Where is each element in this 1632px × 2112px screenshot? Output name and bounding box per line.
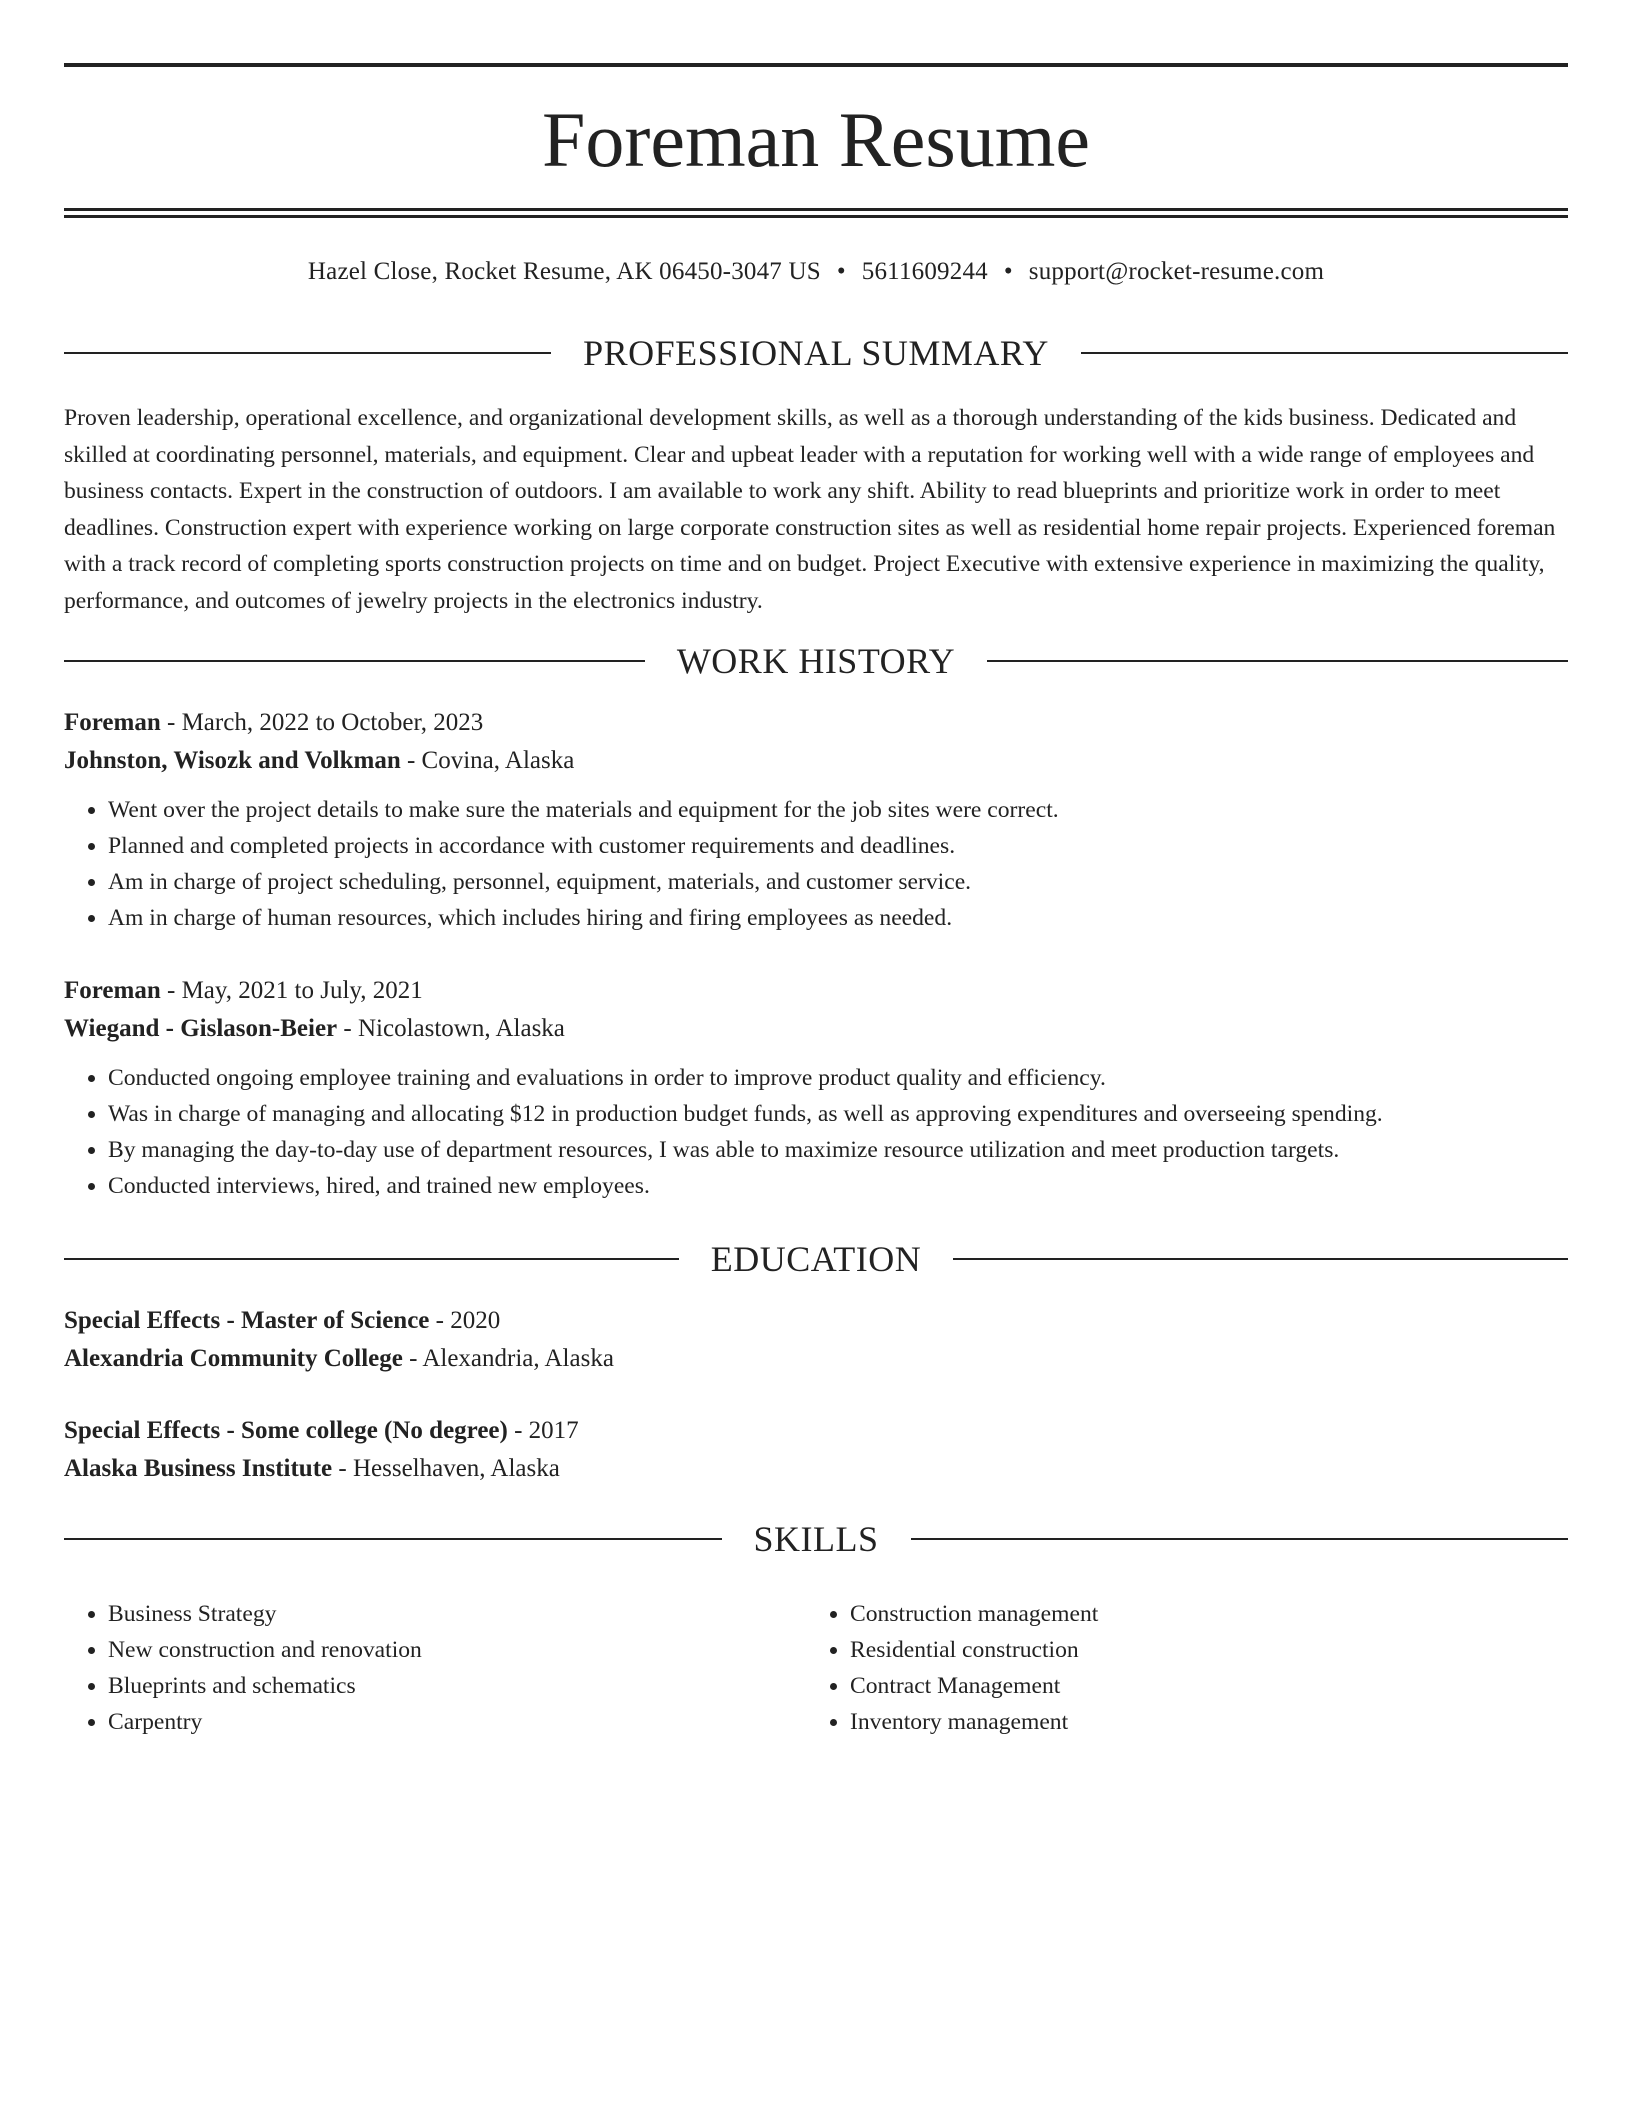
resume-title: Foreman Resume [541,96,1091,183]
section-rule-right [987,660,1568,662]
top-rule [64,63,1568,67]
job-title-line [64,972,1568,1010]
skills-list-left [64,1596,806,1740]
skill-item: • Carpentry [108,1704,806,1740]
contact-phone: 5611609244 [861,258,988,285]
education-school: Alaska Business Institute [64,1455,333,1482]
section-rule-right [953,1258,1568,1260]
education-degree-line [64,1412,1568,1450]
summary-text: Proven leadership, operational excellence, and organizational development skills, as well as a thorough understanding of the kids business. Dedicated and skilled at coordinating personnel, materials, and equipment. Clear and upbeat leader with a reputation for working well with a wide range of employees and business contacts. Expert in the construction of outdoors. I am available to work any shift. Ability to read blueprints and prioritize work in order to meet deadlines. Construction expert with experience working on large corporate construction sites as well as residential home repair projects. Experienced foreman with a track record of completing sports construction projects on time and on budget. Project Executive with extensive experience in maximizing the quality, performance, and outcomes of jewelry projects in the electronics industry. [64,405,1556,614]
job-dates: - May, 2021 to July, 2021 [160,977,423,1004]
skill-item: • Residential construction [850,1632,1568,1668]
education-location: - Hesselhaven, Alaska [332,1455,560,1482]
section-rule-left [64,1258,679,1260]
education-entry [64,1412,1568,1488]
list-item: • Conducted ongoing employee training and evaluations in order to improve product quality and efficiency. [108,1060,1568,1096]
education-degree: Special Effects - Some college (No degree) [64,1417,508,1444]
education-school-line [64,1450,1568,1488]
job-location: - Covina, Alaska [400,747,575,774]
skills-columns [64,1596,1568,1740]
job-title: Foreman [64,709,161,736]
section-title-summary: PROFESSIONAL SUMMARY [583,333,1049,373]
education-degree: Special Effects - Master of Science [64,1307,430,1334]
skill-item: • Inventory management [850,1704,1568,1740]
skill-item: • Blueprints and schematics [108,1668,806,1704]
section-title-education: EDUCATION [710,1239,922,1279]
section-rule-left [64,660,645,662]
skills-list-right [806,1596,1568,1740]
contact-separator: • [836,258,846,285]
section-rule-left [64,352,551,354]
contact-email: support@rocket-resume.com [1028,258,1325,285]
job-company-line [64,742,1568,780]
education-school: Alexandria Community College [64,1345,403,1372]
job-entry [64,704,1568,936]
education-entry [64,1302,1568,1378]
section-title-skills: SKILLS [753,1519,879,1559]
list-item: • Am in charge of project scheduling, personnel, equipment, materials, and customer service. [108,864,1568,900]
list-item: • Am in charge of human resources, which includes hiring and firing employees as needed. [108,900,1568,936]
section-header-education [64,1236,1568,1282]
title-double-rule-lower [64,215,1568,218]
section-header-skills [64,1516,1568,1562]
list-item: • Conducted interviews, hired, and trained new employees. [108,1168,1568,1204]
job-bullets [64,1060,1568,1204]
job-bullets [64,792,1568,936]
education-school-line [64,1340,1568,1378]
job-title: Foreman [64,977,161,1004]
skill-item: • Business Strategy [108,1596,806,1632]
job-company: Wiegand - Gislason-Beier [64,1015,338,1042]
list-item: • Went over the project details to make sure the materials and equipment for the job sites were correct. [108,792,1568,828]
list-item: • Planned and completed projects in accordance with customer requirements and deadlines. [108,828,1568,864]
list-item: • Was in charge of managing and allocating $12 in production budget funds, as well as approving expenditures and overseeing spending. [108,1096,1568,1132]
job-company-line [64,1010,1568,1048]
skill-item: • Contract Management [850,1668,1568,1704]
section-rule-left [64,1538,722,1540]
list-item: • By managing the day-to-day use of department resources, I was able to maximize resource utilization and meet production targets. [108,1132,1568,1168]
section-header-summary [64,330,1568,376]
section-header-work-history [64,638,1568,684]
education-year: - 2017 [507,1417,579,1444]
contact-separator: • [1003,258,1013,285]
job-entry [64,972,1568,1204]
education-degree-line [64,1302,1568,1340]
contact-line [64,254,1568,290]
skill-item: • New construction and renovation [108,1632,806,1668]
title-double-rule-upper [64,208,1568,211]
contact-address: Hazel Close, Rocket Resume, AK 06450-3047 US [307,258,821,285]
section-title-work-history: WORK HISTORY [676,641,956,681]
job-title-line [64,704,1568,742]
skill-item: • Construction management [850,1596,1568,1632]
section-rule-right [911,1538,1569,1540]
job-dates: - March, 2022 to October, 2023 [160,709,484,736]
section-rule-right [1081,352,1568,354]
education-year: - 2020 [429,1307,501,1334]
job-company: Johnston, Wisozk and Volkman [64,747,401,774]
job-location: - Nicolastown, Alaska [337,1015,565,1042]
education-location: - Alexandria, Alaska [402,1345,614,1372]
